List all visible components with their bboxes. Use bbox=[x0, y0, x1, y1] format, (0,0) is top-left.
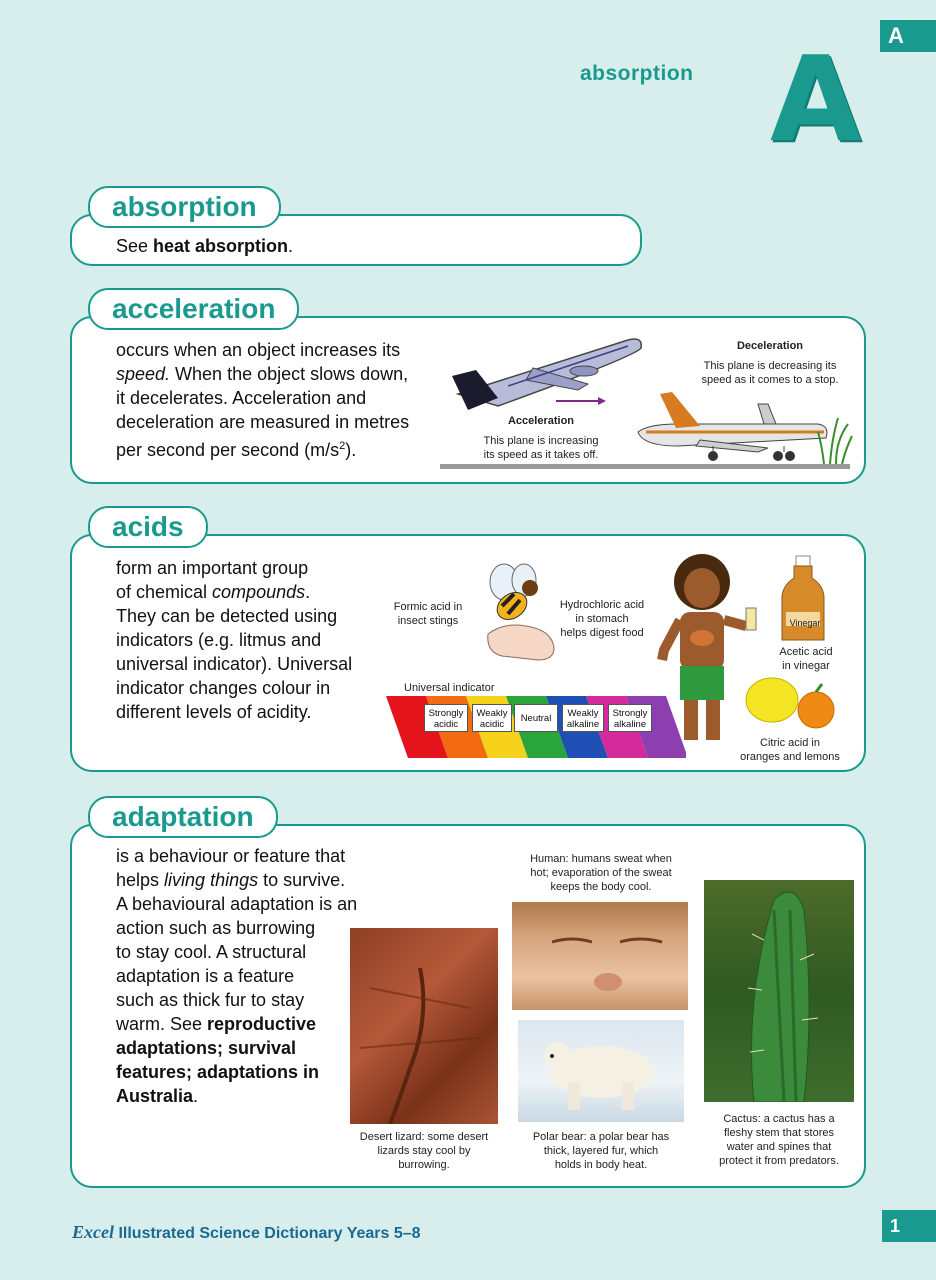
indicator-title: Universal indicator bbox=[404, 682, 495, 694]
acetic-caption bbox=[768, 645, 844, 673]
adapt-line-2a: helps bbox=[116, 870, 165, 890]
acc-line-4: deceleration are measured in metres bbox=[116, 412, 410, 432]
adapt-line-5: to stay cool. A structural bbox=[116, 942, 307, 962]
entry-absorption-title: absorption bbox=[88, 186, 281, 228]
indicator-neutral bbox=[514, 704, 558, 732]
polar-bear-photo bbox=[518, 1020, 684, 1122]
cactus-line-3: water and spines that bbox=[726, 1141, 832, 1153]
vinegar-bottle-icon bbox=[780, 554, 826, 644]
speed-link[interactable]: speed. bbox=[116, 364, 171, 384]
polar-bear-icon bbox=[518, 1020, 684, 1122]
absorption-text-prefix: See bbox=[116, 236, 154, 256]
adapt-line-11c: . bbox=[193, 1086, 199, 1106]
footer-title bbox=[72, 1222, 421, 1243]
human-line-1: Human: humans sweat when bbox=[530, 853, 672, 865]
survival-link[interactable]: adaptations; survival bbox=[116, 1038, 297, 1058]
section-tab: A bbox=[880, 20, 936, 52]
acids-line-5: universal indicator). Universal bbox=[116, 654, 353, 674]
lizard-icon bbox=[350, 928, 498, 1124]
bear-line-1: Polar bear: a polar bear has bbox=[532, 1131, 670, 1143]
adaptations-link[interactable]: features; adaptations in bbox=[116, 1062, 320, 1082]
indicator-weakly-acidic bbox=[472, 704, 512, 732]
citric-line-1: Citric acid in bbox=[760, 737, 820, 749]
ind-weakly-alkaline-l2: alkaline bbox=[566, 719, 600, 730]
deceleration-caption-title: Deceleration bbox=[736, 340, 804, 352]
indicator-weakly-alkaline bbox=[562, 704, 604, 732]
lizard-line-1: Desert lizard: some desert bbox=[359, 1131, 489, 1143]
human-line-2: hot; evaporation of the sweat bbox=[530, 867, 672, 879]
ind-weakly-alkaline-l1: Weakly bbox=[567, 708, 599, 719]
footer-brand: Excel bbox=[72, 1222, 114, 1242]
acc-sup: 2 bbox=[339, 440, 346, 452]
adapt-line-4: action such as burrowing bbox=[116, 918, 316, 938]
bear-caption bbox=[516, 1130, 686, 1172]
arrow-icon bbox=[556, 397, 606, 405]
lizard-caption bbox=[350, 1130, 498, 1172]
face-icon bbox=[512, 902, 688, 1010]
human-line-3: keeps the body cool. bbox=[550, 881, 652, 893]
hcl-line-3: helps digest food bbox=[560, 627, 644, 639]
acids-line-2a: of chemical bbox=[116, 582, 213, 602]
acetic-line-2: in vinegar bbox=[782, 660, 830, 672]
living-things-link[interactable]: living things bbox=[164, 870, 259, 890]
entry-adaptation-title: adaptation bbox=[88, 796, 278, 838]
adapt-line-6: adaptation is a feature bbox=[116, 966, 295, 986]
citric-caption bbox=[734, 736, 846, 764]
page-number: 1 bbox=[882, 1210, 936, 1242]
hcl-caption bbox=[556, 598, 648, 640]
entry-acids-text bbox=[116, 556, 386, 724]
adapt-line-7: such as thick fur to stay bbox=[116, 990, 305, 1010]
section-letter: A bbox=[770, 30, 862, 168]
entry-acceleration-title: acceleration bbox=[88, 288, 299, 330]
acceleration-caption-line-2: its speed as it takes off. bbox=[483, 449, 599, 461]
compounds-link[interactable]: compounds bbox=[212, 582, 306, 602]
bee-sting-illustration bbox=[474, 560, 564, 668]
citrus-fruit-icon bbox=[742, 674, 836, 732]
acids-line-1: form an important group bbox=[116, 558, 309, 578]
adapt-line-3: A behavioural adaptation is an bbox=[116, 894, 358, 914]
footer-book-title: Illustrated Science Dictionary Years 5–8 bbox=[118, 1225, 421, 1242]
reproductive-link[interactable]: reproductive bbox=[207, 1014, 317, 1034]
ind-strongly-acidic-l1: Strongly bbox=[428, 708, 464, 719]
foot-icon bbox=[488, 625, 554, 660]
cactus-line-4: protect it from predators. bbox=[719, 1155, 839, 1167]
ind-weakly-acidic-l2: acidic bbox=[479, 719, 505, 730]
deceleration-caption-line-1: This plane is decreasing its bbox=[703, 360, 837, 372]
accelerating-plane-icon bbox=[452, 339, 641, 410]
cactus-line-2: fleshy stem that stores bbox=[723, 1127, 835, 1139]
lizard-line-3: burrowing. bbox=[398, 1159, 450, 1171]
bee-icon bbox=[490, 564, 538, 625]
acids-line-2 bbox=[116, 580, 386, 604]
formic-caption bbox=[388, 600, 468, 628]
guide-word: absorption bbox=[580, 62, 694, 85]
ind-strongly-alkaline-l2: alkaline bbox=[613, 719, 647, 730]
hcl-line-1: Hydrochloric acid bbox=[559, 599, 645, 611]
acids-line-4: indicators (e.g. litmus and bbox=[116, 630, 322, 650]
australia-link[interactable]: Australia bbox=[116, 1086, 194, 1106]
lizard-line-2: lizards stay cool by bbox=[377, 1145, 471, 1157]
entry-acids-title: acids bbox=[88, 506, 208, 548]
hcl-line-2: in stomach bbox=[575, 613, 629, 625]
acc-line-1: occurs when an object increases its bbox=[116, 340, 401, 360]
acc-line-5 bbox=[116, 434, 446, 462]
ind-strongly-alkaline-l1: Strongly bbox=[612, 708, 648, 719]
ind-strongly-acidic-l2: acidic bbox=[433, 719, 459, 730]
human-face-photo bbox=[512, 902, 688, 1010]
acc-line-2 bbox=[116, 362, 446, 386]
adapt-line-2c: to survive. bbox=[258, 870, 346, 890]
entry-absorption-text bbox=[116, 234, 293, 258]
bear-line-2: thick, layered fur, which bbox=[543, 1145, 659, 1157]
cactus-photo bbox=[704, 880, 854, 1102]
citric-line-2: oranges and lemons bbox=[740, 751, 840, 763]
acids-line-6: indicator changes colour in bbox=[116, 678, 331, 698]
lizard-photo bbox=[350, 928, 498, 1124]
ind-weakly-acidic-l1: Weakly bbox=[476, 708, 508, 719]
adapt-line-2 bbox=[116, 868, 396, 892]
acc-line-3: it decelerates. Acceleration and bbox=[116, 388, 367, 408]
indicator-strongly-acidic bbox=[424, 704, 468, 732]
ind-neutral-l1: Neutral bbox=[520, 713, 552, 724]
deceleration-caption-line-2: speed as it comes to a stop. bbox=[701, 374, 839, 386]
acids-line-2c: . bbox=[305, 582, 311, 602]
vinegar-label: Vinegar bbox=[789, 618, 821, 628]
acids-line-7: different levels of acidity. bbox=[116, 702, 312, 722]
cactus-icon bbox=[704, 880, 854, 1102]
acetic-line-1: Acetic acid bbox=[779, 646, 833, 658]
cactus-caption bbox=[704, 1112, 854, 1168]
adapt-line-1: is a behaviour or feature that bbox=[116, 846, 346, 866]
decelerating-plane-icon bbox=[638, 392, 827, 461]
grass-icon bbox=[818, 418, 852, 464]
heat-absorption-link[interactable]: heat absorption bbox=[153, 236, 289, 256]
cactus-line-1: Cactus: a cactus has a bbox=[723, 1113, 835, 1125]
deceleration-caption bbox=[692, 339, 848, 387]
acc-line-5-text: per second per second (m/s bbox=[116, 440, 340, 460]
acceleration-caption bbox=[476, 414, 606, 462]
adapt-line-8a: warm. See bbox=[116, 1014, 208, 1034]
entry-acceleration-text bbox=[116, 338, 446, 462]
absorption-text-suffix: . bbox=[288, 236, 294, 256]
formic-line-2: insect stings bbox=[397, 615, 459, 627]
human-caption bbox=[518, 852, 684, 894]
bear-line-3: holds in body heat. bbox=[554, 1159, 648, 1171]
acceleration-caption-title: Acceleration bbox=[507, 415, 575, 427]
acids-line-3: They can be detected using bbox=[116, 606, 338, 626]
acc-line-5-close: ). bbox=[345, 440, 357, 460]
runway bbox=[440, 464, 850, 469]
acc-line-2-rest: When the object slows down, bbox=[170, 364, 409, 384]
acceleration-caption-line-1: This plane is increasing bbox=[483, 435, 599, 447]
indicator-strongly-alkaline bbox=[608, 704, 652, 732]
formic-line-1: Formic acid in bbox=[393, 601, 463, 613]
